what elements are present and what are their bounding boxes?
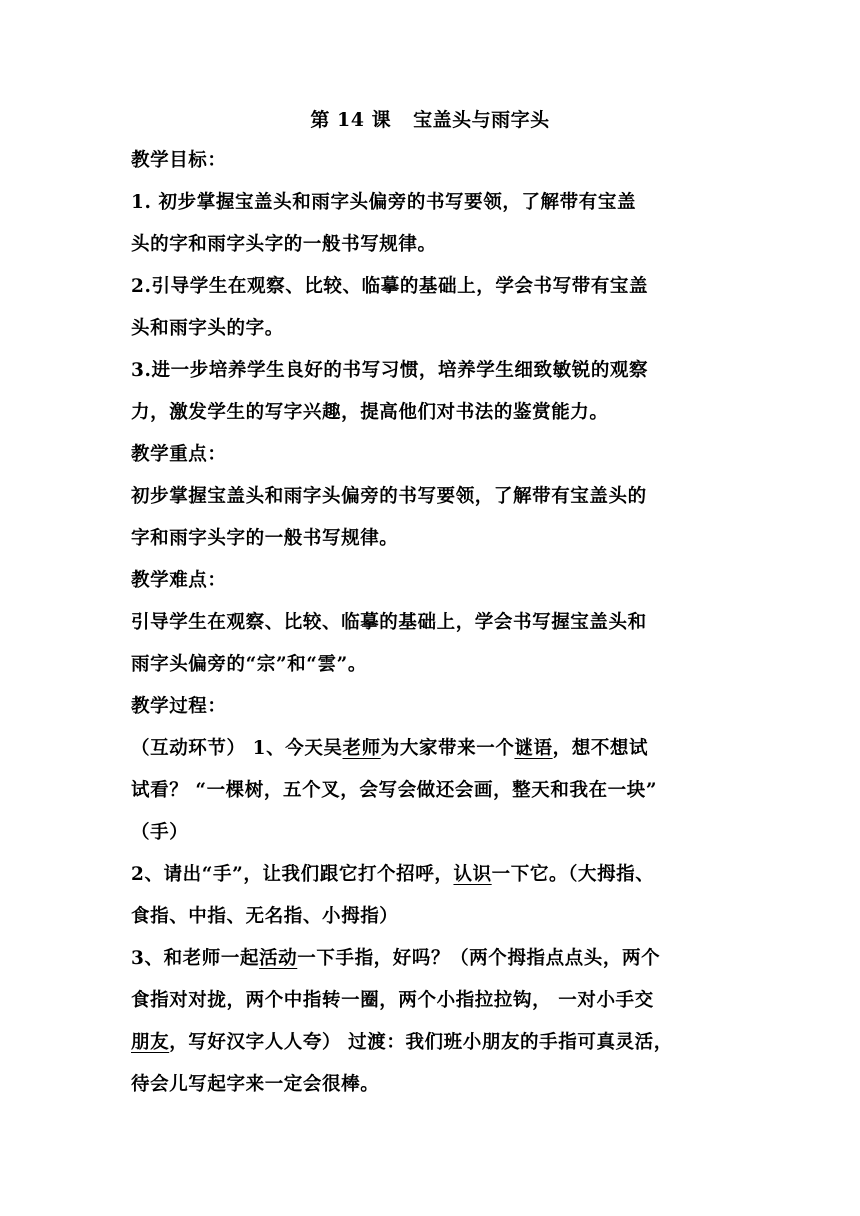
step3-text-b: 一下手指，好吗？（两个拇指点点头，两个 (297, 948, 661, 969)
goals-heading: 教学目标： (131, 150, 227, 171)
step1-underlined-teacher: 老师 (342, 738, 381, 759)
step3-underlined-activity: 活动 (259, 948, 298, 969)
step3-line1 (131, 943, 660, 975)
lesson-number: 第 14 课 (310, 109, 392, 131)
step3-underlined-friends: 朋友 (131, 1032, 170, 1053)
step1-line1 (131, 733, 648, 765)
goal2-line1: 2.引导学生在观察、比较、临摹的基础上，学会书写带有宝盖 (131, 276, 649, 297)
step1-text-b: 为大家带来一个 (380, 738, 515, 759)
key-heading: 教学重点： (131, 444, 227, 465)
step2-underlined-recognize: 认识 (453, 864, 492, 885)
step2-line2: 食指、中指、无名指、小拇指） (131, 906, 399, 927)
process-heading: 教学过程： (131, 696, 227, 717)
step1-text-c: ，想不想试 (552, 738, 649, 759)
step2-text-a: 2、请出“手”，让我们跟它打个招呼， (131, 864, 454, 885)
key-line1: 初步掌握宝盖头和雨字头偏旁的书写要领，了解带有宝盖头的 (131, 486, 647, 507)
goal3-line1: 3.进一步培养学生良好的书写习惯，培养学生细致敏锐的观察 (131, 360, 649, 381)
goal1-line1: 1. 初步掌握宝盖头和雨字头偏旁的书写要领，了解带有宝盖 (131, 192, 637, 213)
goal3-line2: 力，激发学生的写字兴趣，提高他们对书法的鉴赏能力。 (131, 402, 609, 423)
goal1-line2: 头的字和雨字头字的一般书写规律。 (131, 234, 437, 255)
step3-line2: 食指对对拢，两个中指转一圈，两个小指拉拉钩， 一对小手交 (131, 990, 654, 1011)
step3-text-a: 3、和老师一起 (131, 948, 260, 969)
page-title (0, 104, 860, 136)
lesson-topic: 宝盖头与雨字头 (413, 109, 550, 131)
step1-text-a: （互动环节） 1、今天吴 (131, 738, 343, 759)
step1-line3: （手） (131, 822, 189, 843)
step2-line1 (131, 859, 654, 891)
goal2-line2: 头和雨字头的字。 (131, 318, 284, 339)
step3-line3-rest: ，写好汉字人人夸） 过渡：我们班小朋友的手指可真灵活， (169, 1032, 673, 1053)
step2-text-b: 一下它。（大拇指、 (491, 864, 655, 885)
difficulty-heading: 教学难点： (131, 570, 227, 591)
step1-underlined-riddle: 谜语 (514, 738, 553, 759)
key-line2: 字和雨字头字的一般书写规律。 (131, 528, 399, 549)
step1-line2: 试看？ “一棵树，五个叉，会写会做还会画，整天和我在一块” (131, 780, 658, 801)
step3-line3 (131, 1027, 673, 1059)
difficulty-line1: 引导学生在观察、比较、临摹的基础上，学会书写握宝盖头和 (131, 612, 647, 633)
step3-line4: 待会儿写起字来一定会很棒。 (131, 1074, 380, 1095)
difficulty-line2: 雨字头偏旁的“宗”和“雲”。 (131, 654, 367, 675)
